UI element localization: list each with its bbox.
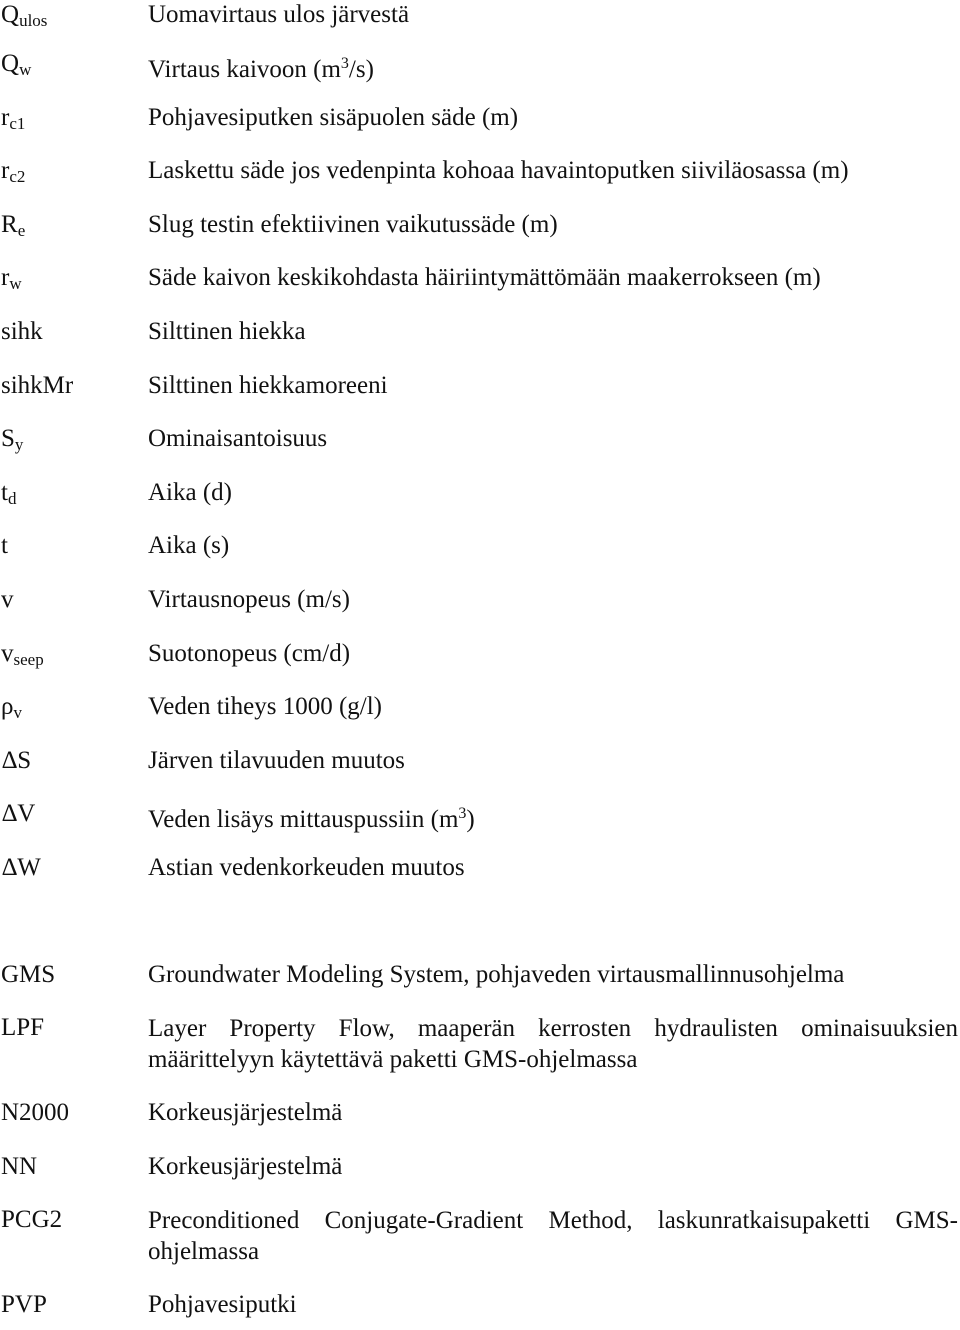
symbol: $t_d$ (1, 479, 17, 508)
symbol: sihk (1, 318, 43, 345)
list-item (0, 746, 960, 786)
symbol: $Q_{ulos}$ (1, 1, 48, 30)
list-item (0, 531, 960, 571)
symbol: ∆V (2, 800, 36, 827)
abbreviation-description: Korkeusjärjestelmä (148, 1099, 343, 1126)
list-item (0, 263, 960, 303)
symbol-description: Veden lisäys mittauspussiin $(m^3)$ (148, 805, 475, 833)
symbol: $r_{c1}$ (1, 104, 26, 133)
symbol: ∆W (2, 854, 41, 881)
list-item (0, 1152, 960, 1192)
list-item (0, 799, 960, 839)
list-item (0, 210, 960, 250)
symbol: $R_e$ (1, 211, 26, 240)
symbol-description: Veden tiheys 1000 (g/l) (148, 693, 382, 720)
symbol: sihkMr (1, 372, 74, 399)
abbreviation: GMS (1, 961, 56, 988)
symbol-description: Aika (d) (148, 479, 232, 506)
symbol: $S_y$ (1, 425, 24, 454)
symbol: $r_{c2}$ (1, 157, 26, 186)
symbol-description: Silttinen hiekka (148, 318, 306, 345)
symbol-description: Silttinen hiekkamoreeni (148, 372, 388, 399)
symbol-description: Uomavirtaus ulos järvestä (148, 1, 410, 28)
symbol: ∆S (2, 747, 32, 774)
list-item (0, 585, 960, 625)
list-item (0, 156, 960, 196)
list-item (0, 1290, 960, 1330)
abbreviation-description: Pohjavesiputki (148, 1291, 297, 1318)
list-item (0, 1013, 960, 1083)
abbreviation: LPF (1, 1014, 45, 1041)
symbol-description: Astian vedenkorkeuden muutos (148, 854, 465, 881)
list-item (0, 853, 960, 893)
symbol-description: Slug testin efektiivinen vaikutussäde (m) (148, 211, 558, 238)
symbol: $Q_w$ (1, 50, 32, 79)
symbol: t (1, 532, 8, 559)
list-item (0, 960, 960, 1000)
symbol-description: Laskettu säde jos vedenpinta kohoaa havaintoputken siiviläosassa (m) (148, 157, 849, 184)
symbol: $v_{seep}$ (1, 640, 44, 669)
abbreviation: PCG2 (1, 1206, 63, 1233)
symbol-description: Aika (s) (148, 532, 230, 559)
symbol-description: Virtaus kaivoon $(m^3/s)$ (148, 55, 374, 83)
list-item (0, 639, 960, 679)
list-item (0, 478, 960, 518)
abbreviation-description: Preconditioned Conjugate-Gradient Method, laskunratkaisupaketti GMS-ohjelmassa (148, 1207, 958, 1265)
abbreviation: PVP (1, 1291, 47, 1318)
list-item (0, 371, 960, 411)
abbreviation-description: Layer Property Flow, maaperän kerrosten hydraulisten ominaisuuksien määrittelyyn käytettävä paketti GMS-ohjelmassa (148, 1015, 958, 1073)
symbol-description: Pohjavesiputken sisäpuolen säde (m) (148, 104, 519, 131)
symbol-description: Järven tilavuuden muutos (148, 747, 405, 774)
list-item (0, 0, 960, 40)
abbreviation: NN (1, 1153, 38, 1180)
symbol: $r_w$ (1, 264, 22, 293)
list-item (0, 103, 960, 143)
list-item (0, 424, 960, 464)
list-item (0, 692, 960, 732)
symbol: $\rho_v$ (1, 693, 22, 722)
abbreviation-description: Groundwater Modeling System, pohjaveden virtausmallinnusohjelma (148, 961, 845, 988)
symbol-description: Suotonopeus (cm/d) (148, 640, 351, 667)
list-item (0, 49, 960, 89)
abbreviation: N2000 (1, 1099, 70, 1126)
list-item (0, 317, 960, 357)
symbol-description: Virtausnopeus (m/s) (148, 586, 350, 613)
symbol: v (1, 586, 14, 613)
list-item (0, 1205, 960, 1275)
symbol-description: Ominaisantoisuus (148, 425, 328, 452)
symbol-description: Säde kaivon keskikohdasta häiriintymättömään maakerrokseen (m) (148, 264, 821, 291)
list-item (0, 1098, 960, 1138)
abbreviation-description: Korkeusjärjestelmä (148, 1153, 343, 1180)
